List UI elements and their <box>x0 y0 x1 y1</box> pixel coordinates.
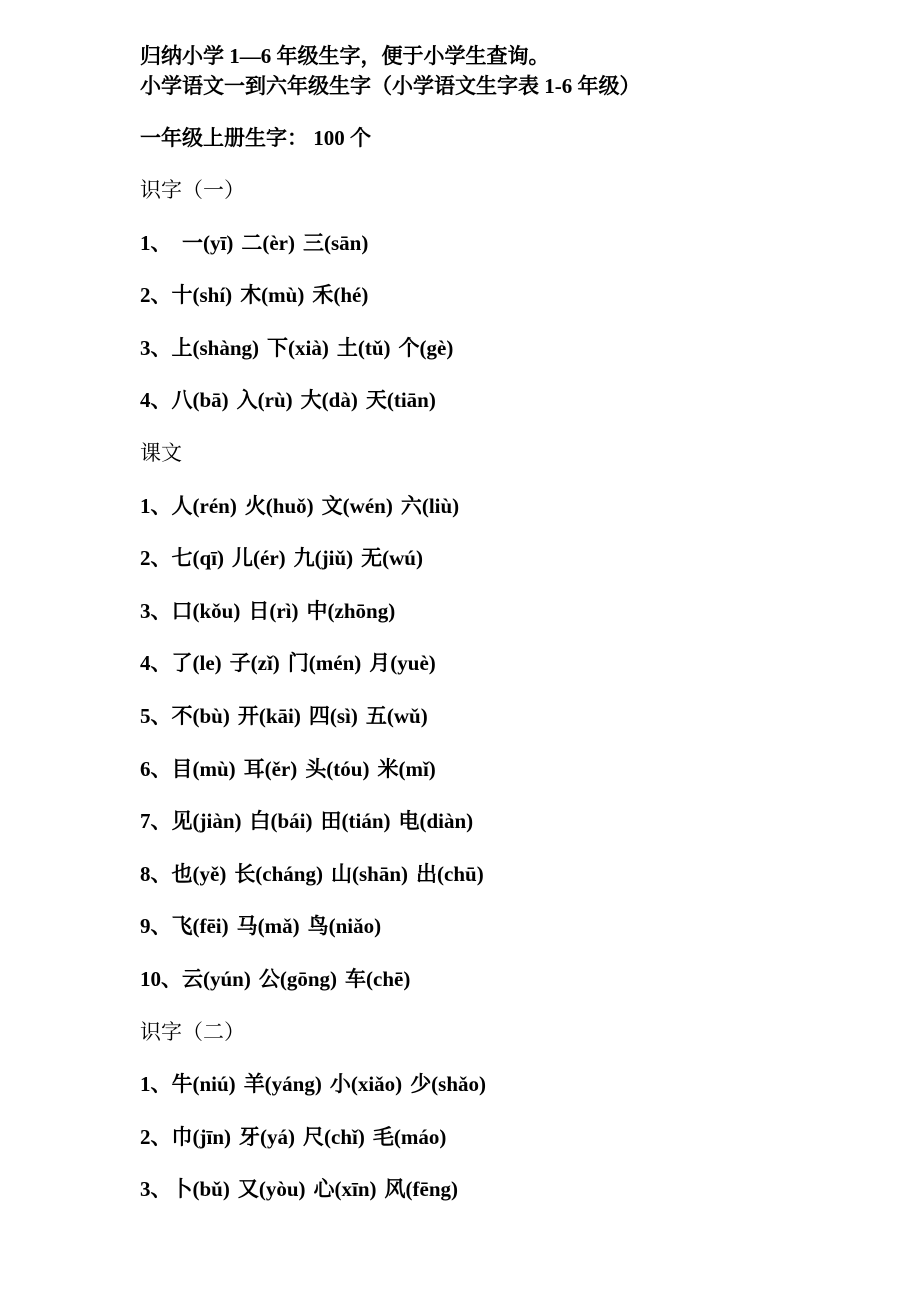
row-number: 2、 <box>140 546 172 571</box>
character-row <box>140 1123 446 1151</box>
character-pinyin: 马(mǎ) <box>236 914 300 939</box>
character-row <box>140 1070 486 1098</box>
character-row <box>140 597 395 625</box>
character-pinyin: 二(èr) <box>241 230 295 255</box>
character-pinyin: 五(wǔ) <box>365 704 428 728</box>
row-number: 1、 <box>140 1072 172 1097</box>
intro-line-2: 小学语文一到六年级生字（小学语文生字表 1-6 年级） <box>140 74 641 98</box>
character-pinyin: 了(le) <box>171 651 222 676</box>
character-pinyin: 十(shí) <box>171 283 233 308</box>
character-pinyin: 口(kǒu) <box>171 598 241 623</box>
character-pinyin: 八(bā) <box>171 388 229 413</box>
character-pinyin: 田(tián) <box>320 809 391 834</box>
row-number: 3、 <box>140 598 172 623</box>
row-number: 4、 <box>140 651 172 676</box>
character-pinyin: 土(tǔ) <box>336 335 391 360</box>
character-pinyin: 飞(fēi) <box>171 914 229 939</box>
row-number: 8、 <box>140 861 172 886</box>
row-number: 9、 <box>140 914 172 939</box>
character-row <box>140 492 459 520</box>
character-row <box>140 1175 458 1203</box>
character-pinyin: 长(cháng) <box>234 861 323 886</box>
character-row <box>140 807 473 835</box>
character-pinyin: 入(rù) <box>236 388 293 413</box>
row-number: 4、 <box>140 388 172 413</box>
character-pinyin: 心(xīn) <box>313 1177 377 1202</box>
character-pinyin: 车(chē) <box>345 967 411 991</box>
character-row <box>140 702 428 730</box>
character-pinyin: 电(diàn) <box>398 809 474 834</box>
character-pinyin: 上(shàng) <box>171 335 260 360</box>
character-pinyin: 儿(ér) <box>232 546 286 571</box>
character-pinyin: 见(jiàn) <box>171 809 242 834</box>
character-row <box>140 965 410 993</box>
character-pinyin: 卜(bǔ) <box>171 1177 230 1202</box>
character-pinyin: 月(yuè) <box>369 651 436 676</box>
character-pinyin: 七(qī) <box>171 546 224 571</box>
character-pinyin: 禾(hé) <box>312 283 369 308</box>
character-pinyin: 牛(niú) <box>171 1072 236 1097</box>
character-pinyin: 三(sān) <box>302 230 369 255</box>
character-pinyin: 个(gè) <box>398 335 454 360</box>
row-number: 2、 <box>140 283 172 308</box>
character-pinyin: 日(rì) <box>248 598 299 623</box>
row-number: 7、 <box>140 809 172 834</box>
character-pinyin: 无(wú) <box>361 546 423 571</box>
character-pinyin: 巾(jīn) <box>171 1124 231 1149</box>
character-pinyin: 也(yě) <box>171 861 227 886</box>
character-pinyin: 米(mǐ) <box>377 756 436 781</box>
character-pinyin: 天(tiān) <box>365 388 436 413</box>
character-pinyin: 六(liù) <box>400 493 460 518</box>
character-pinyin: 毛(máo) <box>372 1124 447 1149</box>
row-number: 3、 <box>140 335 172 360</box>
character-pinyin: 少(shǎo) <box>410 1072 487 1097</box>
character-pinyin: 门(mén) <box>287 651 362 676</box>
character-pinyin: 云(yún) <box>182 967 251 991</box>
character-row <box>140 544 423 572</box>
character-row <box>140 755 436 783</box>
grade-heading: 一年级上册生字： 100 个 <box>140 126 371 150</box>
character-pinyin: 文(wén) <box>321 493 393 518</box>
section-title: 课文 <box>140 441 182 465</box>
character-pinyin: 九(jiǔ) <box>293 546 354 571</box>
character-pinyin: 中(zhōng) <box>306 598 396 623</box>
character-pinyin: 一(yī) <box>171 230 234 255</box>
character-row <box>140 334 453 362</box>
character-pinyin: 山(shān) <box>330 861 409 886</box>
character-pinyin: 人(rén) <box>171 493 237 518</box>
character-pinyin: 目(mù) <box>171 756 236 781</box>
row-number: 6、 <box>140 756 172 781</box>
row-number: 5、 <box>140 704 172 728</box>
character-pinyin: 不(bù) <box>171 704 230 728</box>
character-row <box>140 229 368 257</box>
character-pinyin: 开(kāi) <box>237 704 301 728</box>
section-title: 识字（一） <box>140 178 245 202</box>
character-pinyin: 子(zǐ) <box>229 651 280 676</box>
section-title: 识字（二） <box>140 1019 245 1044</box>
character-pinyin: 白(bái) <box>249 809 313 834</box>
row-number: 2、 <box>140 1124 172 1149</box>
character-pinyin: 公(gōng) <box>258 967 338 991</box>
character-pinyin: 又(yòu) <box>237 1177 306 1202</box>
character-pinyin: 四(sì) <box>308 704 358 728</box>
character-row <box>140 281 368 309</box>
character-pinyin: 头(tóu) <box>305 756 370 781</box>
intro-line-1: 归纳小学 1—6 年级生字，便于小学生查询。 <box>140 44 550 68</box>
character-row <box>140 912 381 940</box>
row-number: 1、 <box>140 230 172 255</box>
row-number: 3、 <box>140 1177 172 1202</box>
character-pinyin: 大(dà) <box>300 388 358 413</box>
character-pinyin: 下(xià) <box>267 335 329 360</box>
character-pinyin: 牙(yá) <box>239 1124 295 1149</box>
character-pinyin: 鸟(niǎo) <box>307 914 382 939</box>
character-pinyin: 小(xiǎo) <box>329 1072 403 1097</box>
character-pinyin: 风(fēng) <box>384 1177 459 1202</box>
character-row <box>140 386 436 414</box>
character-pinyin: 尺(chǐ) <box>303 1124 365 1149</box>
character-pinyin: 木(mù) <box>240 283 305 308</box>
character-row <box>140 649 436 677</box>
character-pinyin: 火(huǒ) <box>244 493 314 518</box>
character-row <box>140 860 484 888</box>
row-number: 1、 <box>140 493 172 518</box>
row-number: 10、 <box>140 967 182 991</box>
character-pinyin: 耳(ěr) <box>243 756 298 781</box>
character-pinyin: 出(chū) <box>416 861 484 886</box>
character-pinyin: 羊(yáng) <box>243 1072 322 1097</box>
